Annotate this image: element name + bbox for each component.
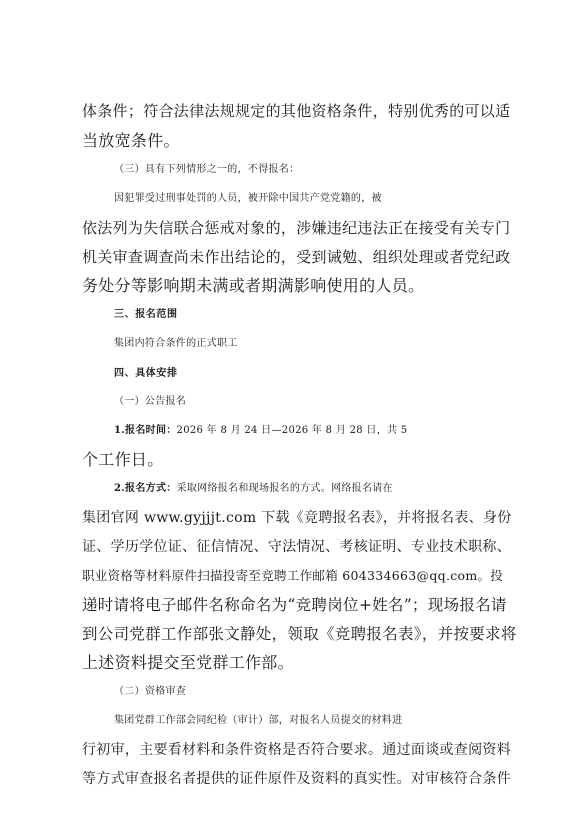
subsection-heading: （三）具有下列情形之一的，不得报名： — [114, 164, 300, 175]
paragraph-line: 个工作日。 — [82, 450, 164, 469]
paragraph-line: 职业资格等材料原件扫描投寄至竞聘工作邮箱 604334663@qq.com。投 — [82, 568, 504, 583]
section-heading: 三、报名范围 — [114, 309, 178, 320]
paragraph-line: 因犯罪受过刑事处罚的人员，被开除中国共产党党籍的，被 — [114, 193, 382, 204]
paragraph-line: 依法列为失信联合惩戒对象的，涉嫌违纪违法正在接受有关专门 — [82, 219, 511, 237]
section-heading: 四、具体安排 — [114, 368, 178, 379]
paragraph-line: 集团官网 www.gyjjjt.com 下载《竞聘报名表》，并将报名表、身份 — [82, 510, 512, 526]
subsection-heading: （一）公告报名 — [114, 396, 187, 407]
registration-method-label: 2.报名方式： — [114, 483, 177, 494]
paragraph-line: 证、学历学位证、征信情况、守法情况、考核证明、专业技术职称、 — [82, 539, 511, 555]
paragraph-line: 到公司党群工作部张文静处，领取《竞聘报名表》，并按要求将 — [82, 625, 517, 643]
registration-time-line — [114, 421, 544, 441]
registration-time-label: 1.报名时间： — [114, 425, 177, 436]
subsection-heading: （二）资格审查 — [114, 686, 187, 697]
registration-method-line — [114, 479, 544, 499]
registration-method-value: 采取网络报名和现场报名的方式。网络报名请在 — [176, 483, 393, 494]
paragraph-line: 集团党群工作部会同纪检（审计）部，对报名人员提交的材料进 — [114, 715, 403, 726]
paragraph-line: 等方式审查报名者提供的证件原件及资料的真实性。对审核符合条件 — [82, 771, 511, 787]
paragraph-line: 机关审查调查尚未作出结论的，受到诫勉、组织处理或者党纪政 — [82, 248, 511, 266]
paragraph-line: 当放宽条件。 — [82, 131, 180, 150]
registration-time-value: 2026 年 8 月 24 日—2026 年 8 月 28 日，共 5 — [176, 425, 408, 436]
paragraph-line: 务处分等影响期未满或者期满影响使用的人员。 — [82, 276, 425, 295]
paragraph-line: 体条件；符合法律法规规定的其他资格条件，特别优秀的可以适 — [82, 102, 511, 120]
paragraph-line: 集团内符合条件的正式职工 — [114, 338, 238, 349]
paragraph-line: 行初审，主要看材料和条件资格是否符合要求。通过面谈或查阅资料 — [82, 742, 511, 758]
paragraph-line: 递时请将电子邮件名称命名为“竞聘岗位+姓名”；现场报名请 — [82, 596, 507, 614]
paragraph-line: 上述资料提交至党群工作部。 — [82, 653, 294, 672]
